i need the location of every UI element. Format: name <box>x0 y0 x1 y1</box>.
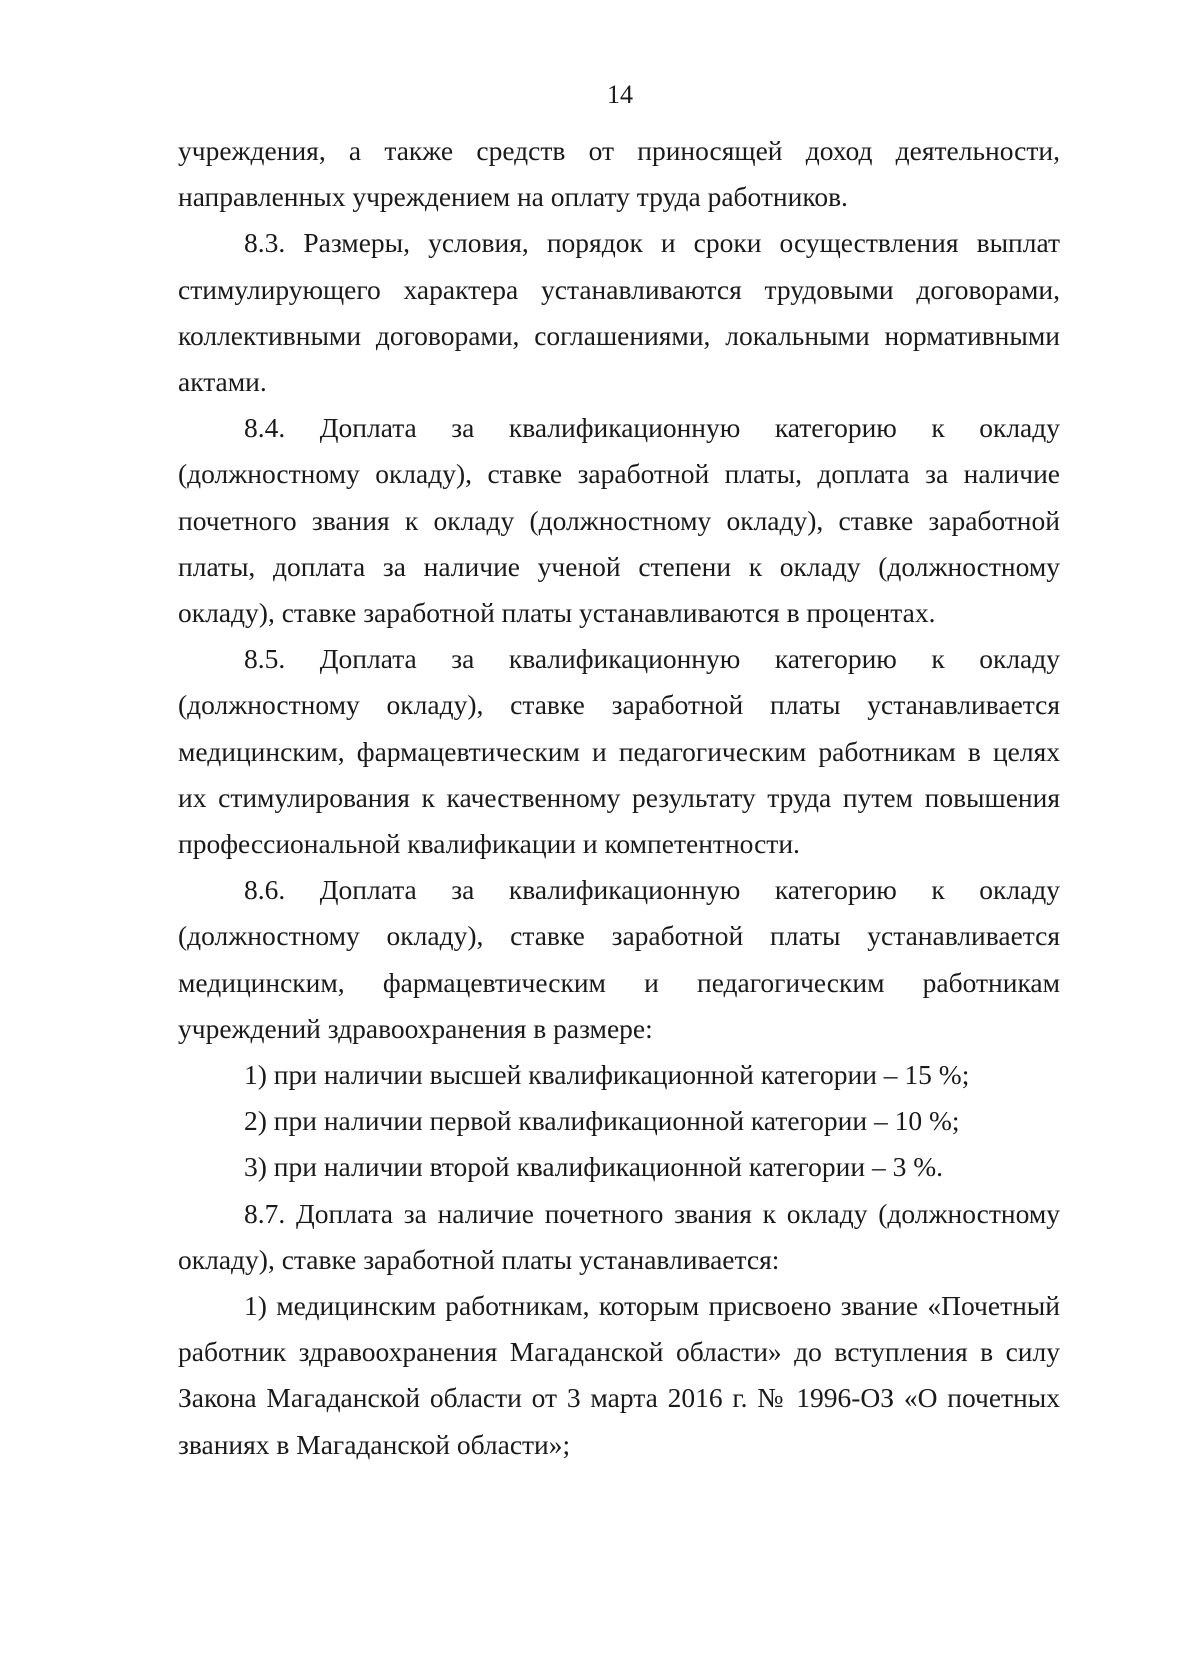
paragraph-continuation: учреждения, а также средств от приносящей доход деятельности, направленных учреждением на оплату труда работников. <box>178 135 1060 213</box>
paragraph-8-6: 8.6. Доплата за квалификационную категорию к окладу (должностному окладу), ставке заработной платы устанавливается медицинским, фармацевтическим и педагогическим работникам учреждений здравоохранения в размере: <box>178 874 1060 1044</box>
page-number: 14 <box>607 80 633 109</box>
paragraph-8-5: 8.5. Доплата за квалификационную категорию к окладу (должностному окладу), ставке заработной платы устанавливается медицинским, фармацевтическим и педагогическим работникам в целях их стимулирования к качественному результату труда путем повышения профессиональной квалификации и компетентности. <box>178 643 1060 860</box>
paragraph-8-4: 8.4. Доплата за квалификационную категорию к окладу (должностному окладу), ставке заработной платы, доплата за наличие почетного звания к окладу (должностному окладу), ставке заработной платы, доплата за наличие ученой степени к окладу (должностному окладу), ставке заработной платы устанавливаются в процентах. <box>178 412 1060 629</box>
paragraph-8-7: 8.7. Доплата за наличие почетного звания к окладу (должностному окладу), ставке заработной платы устанавливается: <box>178 1197 1060 1275</box>
list-item-8-7-1: 1) медицинским работникам, которым присвоено звание «Почетный работник здравоохранения Магаданской области» до вступления в силу Закона Магаданской области от 3 марта 2016 г. № 1996-ОЗ «О почетных званиях в Магаданской области»; <box>178 1290 1060 1460</box>
list-item-8-6-2: 2) при наличии первой квалификационной категории – 10 %; <box>244 1105 960 1137</box>
document-body <box>178 128 1060 1468</box>
list-item-8-6-3: 3) при наличии второй квалификационной категории – 3 %. <box>244 1151 943 1183</box>
paragraph-8-3: 8.3. Размеры, условия, порядок и сроки осуществления выплат стимулирующего характера устанавливаются трудовыми договорами, коллективными договорами, соглашениями, локальными нормативными актами. <box>178 227 1060 398</box>
list-item-8-6-1: 1) при наличии высшей квалификационной категории – 15 %; <box>244 1059 970 1091</box>
